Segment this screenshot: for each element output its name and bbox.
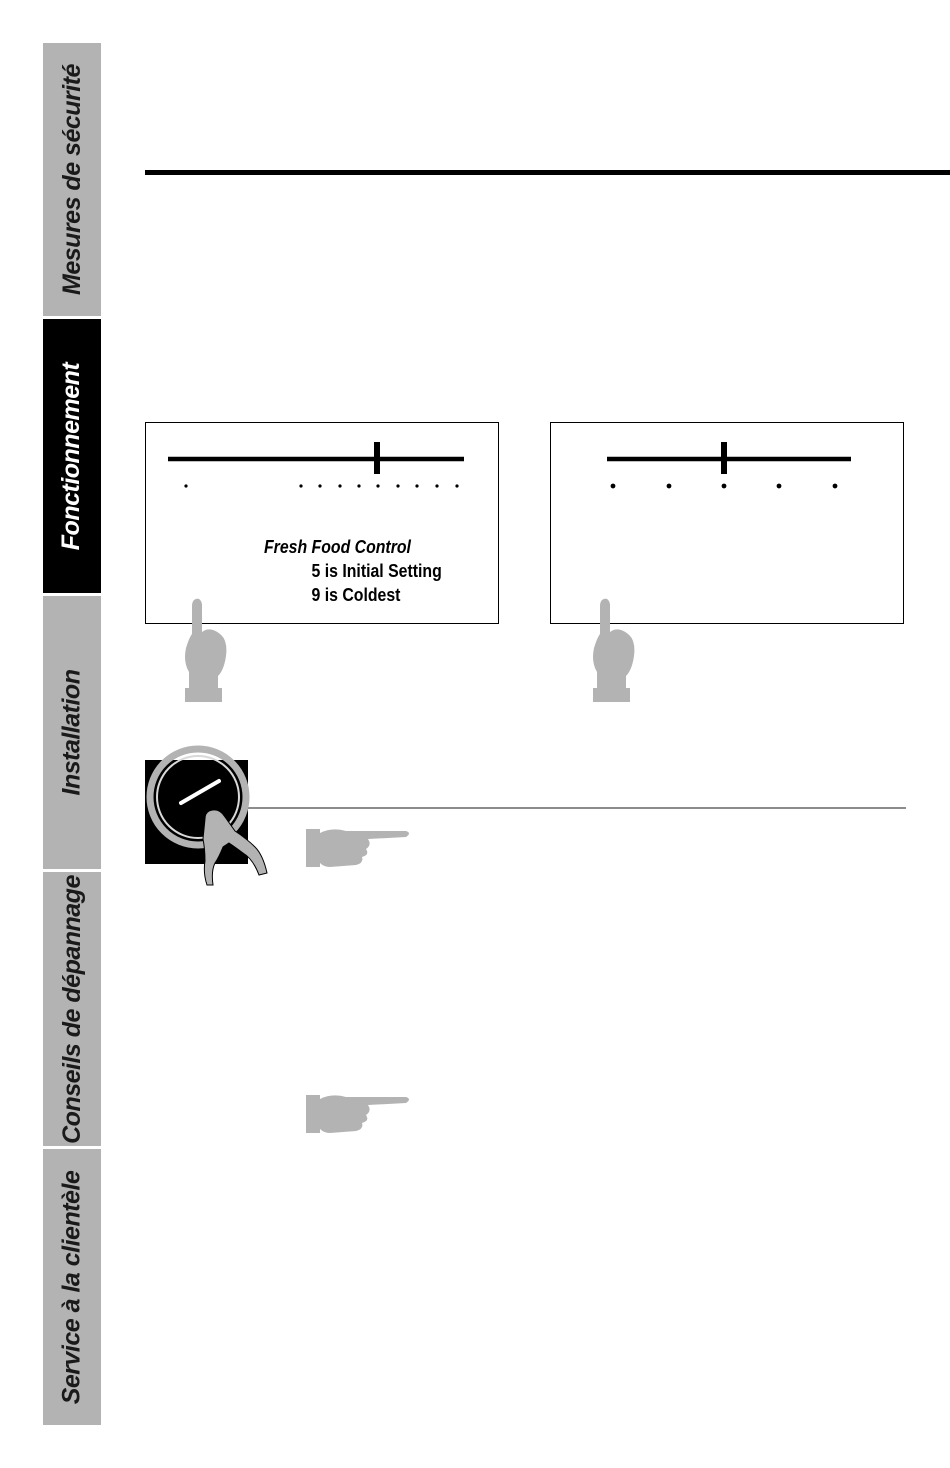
header-rule bbox=[145, 170, 950, 175]
slider-handle bbox=[721, 442, 727, 474]
slider-ticks bbox=[184, 484, 458, 487]
second-slider bbox=[551, 423, 905, 625]
thermostat-dial-icon bbox=[143, 735, 278, 890]
section-rule bbox=[248, 807, 906, 809]
tab-installation[interactable] bbox=[43, 596, 101, 869]
slider-ticks bbox=[611, 484, 838, 489]
slider-handle bbox=[374, 442, 380, 474]
fresh-food-control-panel bbox=[145, 422, 499, 624]
second-control-panel bbox=[550, 422, 904, 624]
pointing-hand-icon bbox=[306, 825, 412, 869]
initial-setting-text: 5 is Initial Setting bbox=[311, 561, 442, 581]
fresh-food-caption bbox=[264, 535, 442, 607]
tab-conseils-de-depannage[interactable] bbox=[43, 872, 101, 1146]
tab-label: Conseils de dépannage bbox=[57, 874, 86, 1144]
fresh-food-control-title: Fresh Food Control bbox=[264, 537, 411, 557]
tab-label: Fonctionnement bbox=[57, 362, 86, 550]
tab-label: Service à la clientèle bbox=[57, 1170, 86, 1404]
pointing-finger-icon bbox=[180, 596, 232, 702]
tab-fonctionnement[interactable] bbox=[43, 319, 101, 593]
tab-label: Installation bbox=[57, 669, 86, 796]
tab-label: Mesures de sécurité bbox=[57, 64, 86, 295]
tab-service-a-la-clientele[interactable] bbox=[43, 1149, 101, 1425]
coldest-setting-text: 9 is Coldest bbox=[311, 585, 401, 605]
pointing-hand-icon bbox=[306, 1091, 412, 1135]
tab-mesures-de-securite[interactable] bbox=[43, 43, 101, 316]
pointing-finger-icon bbox=[588, 596, 640, 702]
